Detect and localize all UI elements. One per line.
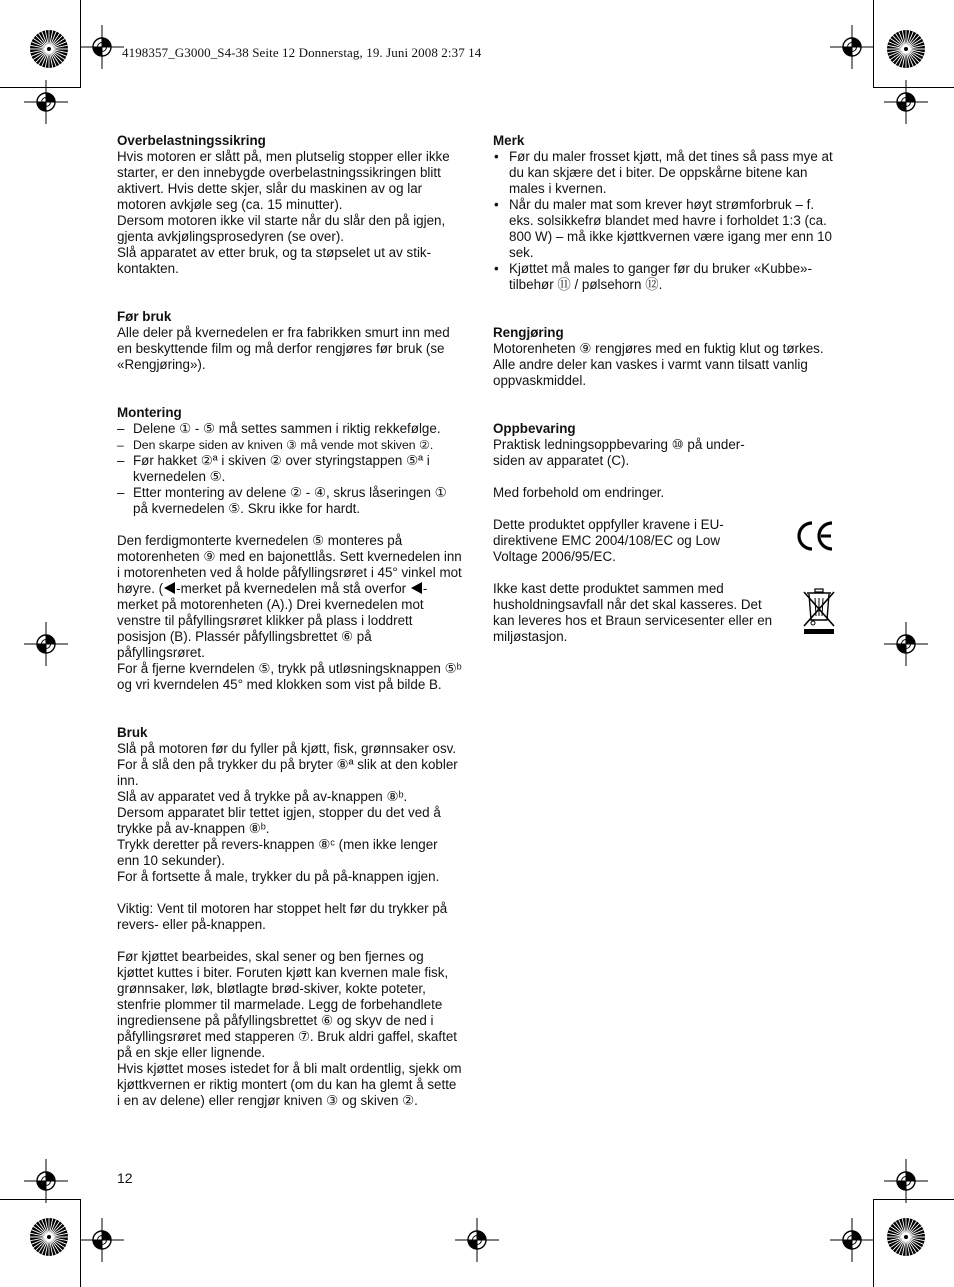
ce-mark-icon	[796, 520, 836, 552]
paragraph: Slå apparatet av etter bruk, og ta støpselet ut av stik-kontakten.	[117, 245, 432, 276]
heading-note: Merk	[493, 133, 525, 148]
text-run: Den ferdigmonterte kvernedelen ⑤ monteres på motorenheten ⑨ med en bajonettlås. Sett kvernedelen inn i motorenheten ved å holde påfyllingsrøret i 45° vinkel mot høyre. (	[117, 533, 462, 596]
paragraph: Dersom motoren ikke vil starte når du slår den på igjen, gjenta avkjølingsprosedyren (se over).	[117, 213, 446, 244]
text-run: -merket på motorenheten (A).) Drei kvernedelen mot venstre til påfyllingsrøret klikker på plass i loddrett posisjon (B). Plassér påfyllingsbrettet ⑥ på påfyllingsrøret.	[117, 581, 428, 660]
heading-usage: Bruk	[117, 725, 148, 740]
crosshair-registration-icon	[830, 1218, 874, 1262]
paragraph: Med forbehold om endringer.	[493, 485, 665, 500]
crosshair-registration-icon	[80, 1218, 124, 1262]
paragraph: Motorenheten ⑨ rengjøres med en fuktig klut og tørkes. Alle andre deler kan vaskes i varmt vann tilsatt vanlig oppvaskmiddel.	[493, 341, 824, 388]
list-item: • Før du maler frosset kjøtt, må det tines så pass mye at du kan skjære det i biter. De oppskårne bitene kan males i kvernen.	[493, 149, 835, 197]
paragraph: For å fortsette å male, trykker du på på-knappen igjen.	[117, 869, 440, 884]
section-assembly	[117, 405, 462, 693]
section-overload	[117, 133, 462, 277]
crosshair-registration-icon	[24, 1159, 68, 1203]
list-item: • Kjøttet må males to ganger før du bruker «Kubbe»-tilbehør ⑪ / pølsehorn ⑫.	[493, 261, 835, 293]
paragraph: Ikke kast dette produktet sammen med husholdningsavfall når det skal kasseres. Det kan leveres hos et Braun servicesenter eller en miljøstasjon.	[493, 581, 773, 644]
list-item: – Etter montering av delene ② - ④, skrus låseringen ① på kvernedelen ⑤. Skru ikke for hardt.	[117, 485, 462, 517]
list-item: – Den skarpe siden av kniven ③ må vende mot skiven ②.	[117, 437, 462, 453]
crossed-out-bin-icon	[801, 588, 837, 636]
section-cleaning	[493, 325, 835, 389]
heading-overload: Overbelastningssikring	[117, 133, 266, 148]
heading-cleaning: Rengjøring	[493, 325, 564, 340]
crosshair-registration-icon	[884, 1159, 928, 1203]
paragraph: Trykk deretter på revers-knappen ⑧ᶜ (men ikke lenger enn 10 sekunder).	[117, 837, 438, 868]
paragraph: Hvis kjøttet moses istedet for å bli malt ordentlig, sjekk om kjøttkvernen er riktig montert (om du kan ha glemt å sette i en av delene) eller rengjør kniven ③ og skiven ②.	[117, 1061, 462, 1108]
paragraph: Praktisk ledningsoppbevaring ⑩ på under-siden av apparatet (C).	[493, 437, 745, 468]
left-column	[117, 133, 462, 1109]
paragraph: Dette produktet oppfyller kravene i EU-direktivene EMC 2004/108/EC og Low Voltage 2006/95/EC.	[493, 517, 724, 564]
triangle-marker-icon	[164, 582, 175, 594]
crosshair-registration-icon	[24, 622, 68, 666]
crosshair-registration-icon	[80, 25, 124, 69]
paragraph: Hvis motoren er slått på, men plutselig stopper eller ikke starter, er den innebygde overbelastningssikringen blitt aktivert. Hvis dette skjer, slår du maskinen av og lar motoren avkjøle seg (ca. 15 minutter).	[117, 149, 450, 212]
slug-line: 4198357_G3000_S4-38 Seite 12 Donnerstag, 19. Juni 2008 2:37 14	[122, 45, 482, 60]
paragraph: Slå på motoren før du fyller på kjøtt, fisk, grønnsaker osv. For å slå den på trykker du på bryter ⑧ª slik at den kobler inn.	[117, 741, 458, 788]
paragraph: Dersom apparatet blir tettet igjen, stopper du det ved å trykke på av-knappen ⑧ᵇ.	[117, 805, 441, 836]
section-note	[493, 133, 835, 293]
starburst-target-icon	[29, 1217, 69, 1257]
list-item: • Når du maler mat som krever høyt strømforbruk – f. eks. solsikkefrø blandet med havre i forholdet 1:3 (ca. 800 W) – må ikke kjøttkvernen være igang mer enn 10 sek.	[493, 197, 835, 261]
paragraph: Før kjøttet bearbeides, skal sener og ben fjernes og kjøttet kuttes i biter. Foruten kjøtt kan kvernen male fisk, grønnsaker, løk, bløtlagte brød-skiver, kokte poteter, stenfrie plommer til marmelade. Legg de forbehandlete ingrediensene på påfyllingsbrettet ⑥ og skyv de ned i påfyllingsrøret med stapperen ⑦. Bruk aldri gaffel, skaftet på en skje eller lignende.	[117, 949, 457, 1060]
starburst-target-icon	[886, 29, 926, 69]
right-column	[493, 133, 835, 645]
section-before-use	[117, 309, 462, 373]
text-run: -merket på kvernedelen må stå overfor	[176, 581, 410, 596]
paragraph: Slå av apparatet ved å trykke på av-knappen ⑧ᵇ.	[117, 789, 408, 804]
paragraph: Viktig: Vent til motoren har stoppet helt før du trykker på revers- eller på-knappen.	[117, 901, 448, 932]
paragraph	[117, 533, 462, 661]
heading-before-use: Før bruk	[117, 309, 172, 324]
page-number: 12	[117, 1170, 133, 1186]
list-item: – Før hakket ②ª i skiven ② over styringstappen ⑤ª i kvernedelen ⑤.	[117, 453, 462, 485]
crosshair-registration-icon	[884, 622, 928, 666]
section-usage	[117, 725, 462, 1109]
note-list	[493, 149, 835, 293]
crosshair-registration-icon	[455, 1218, 499, 1262]
starburst-target-icon	[886, 1217, 926, 1257]
assembly-list	[117, 421, 462, 517]
section-storage	[493, 421, 835, 645]
triangle-marker-icon	[411, 582, 422, 594]
heading-storage: Oppbevaring	[493, 421, 576, 436]
paragraph: Alle deler på kvernedelen er fra fabrikken smurt inn med en beskyttende film og må derfor rengjøres før bruk (se «Rengjøring»).	[117, 325, 450, 372]
paragraph: For å fjerne kverndelen ⑤, trykk på utløsningsknappen ⑤ᵇ og vri kverndelen 45° med klokken som vist på bilde B.	[117, 661, 462, 692]
crosshair-registration-icon	[884, 80, 928, 124]
list-item: – Delene ① - ⑤ må settes sammen i riktig rekkefølge.	[117, 421, 462, 437]
starburst-target-icon	[29, 29, 69, 69]
heading-assembly: Montering	[117, 405, 182, 420]
crosshair-registration-icon	[24, 80, 68, 124]
crosshair-registration-icon	[830, 25, 874, 69]
